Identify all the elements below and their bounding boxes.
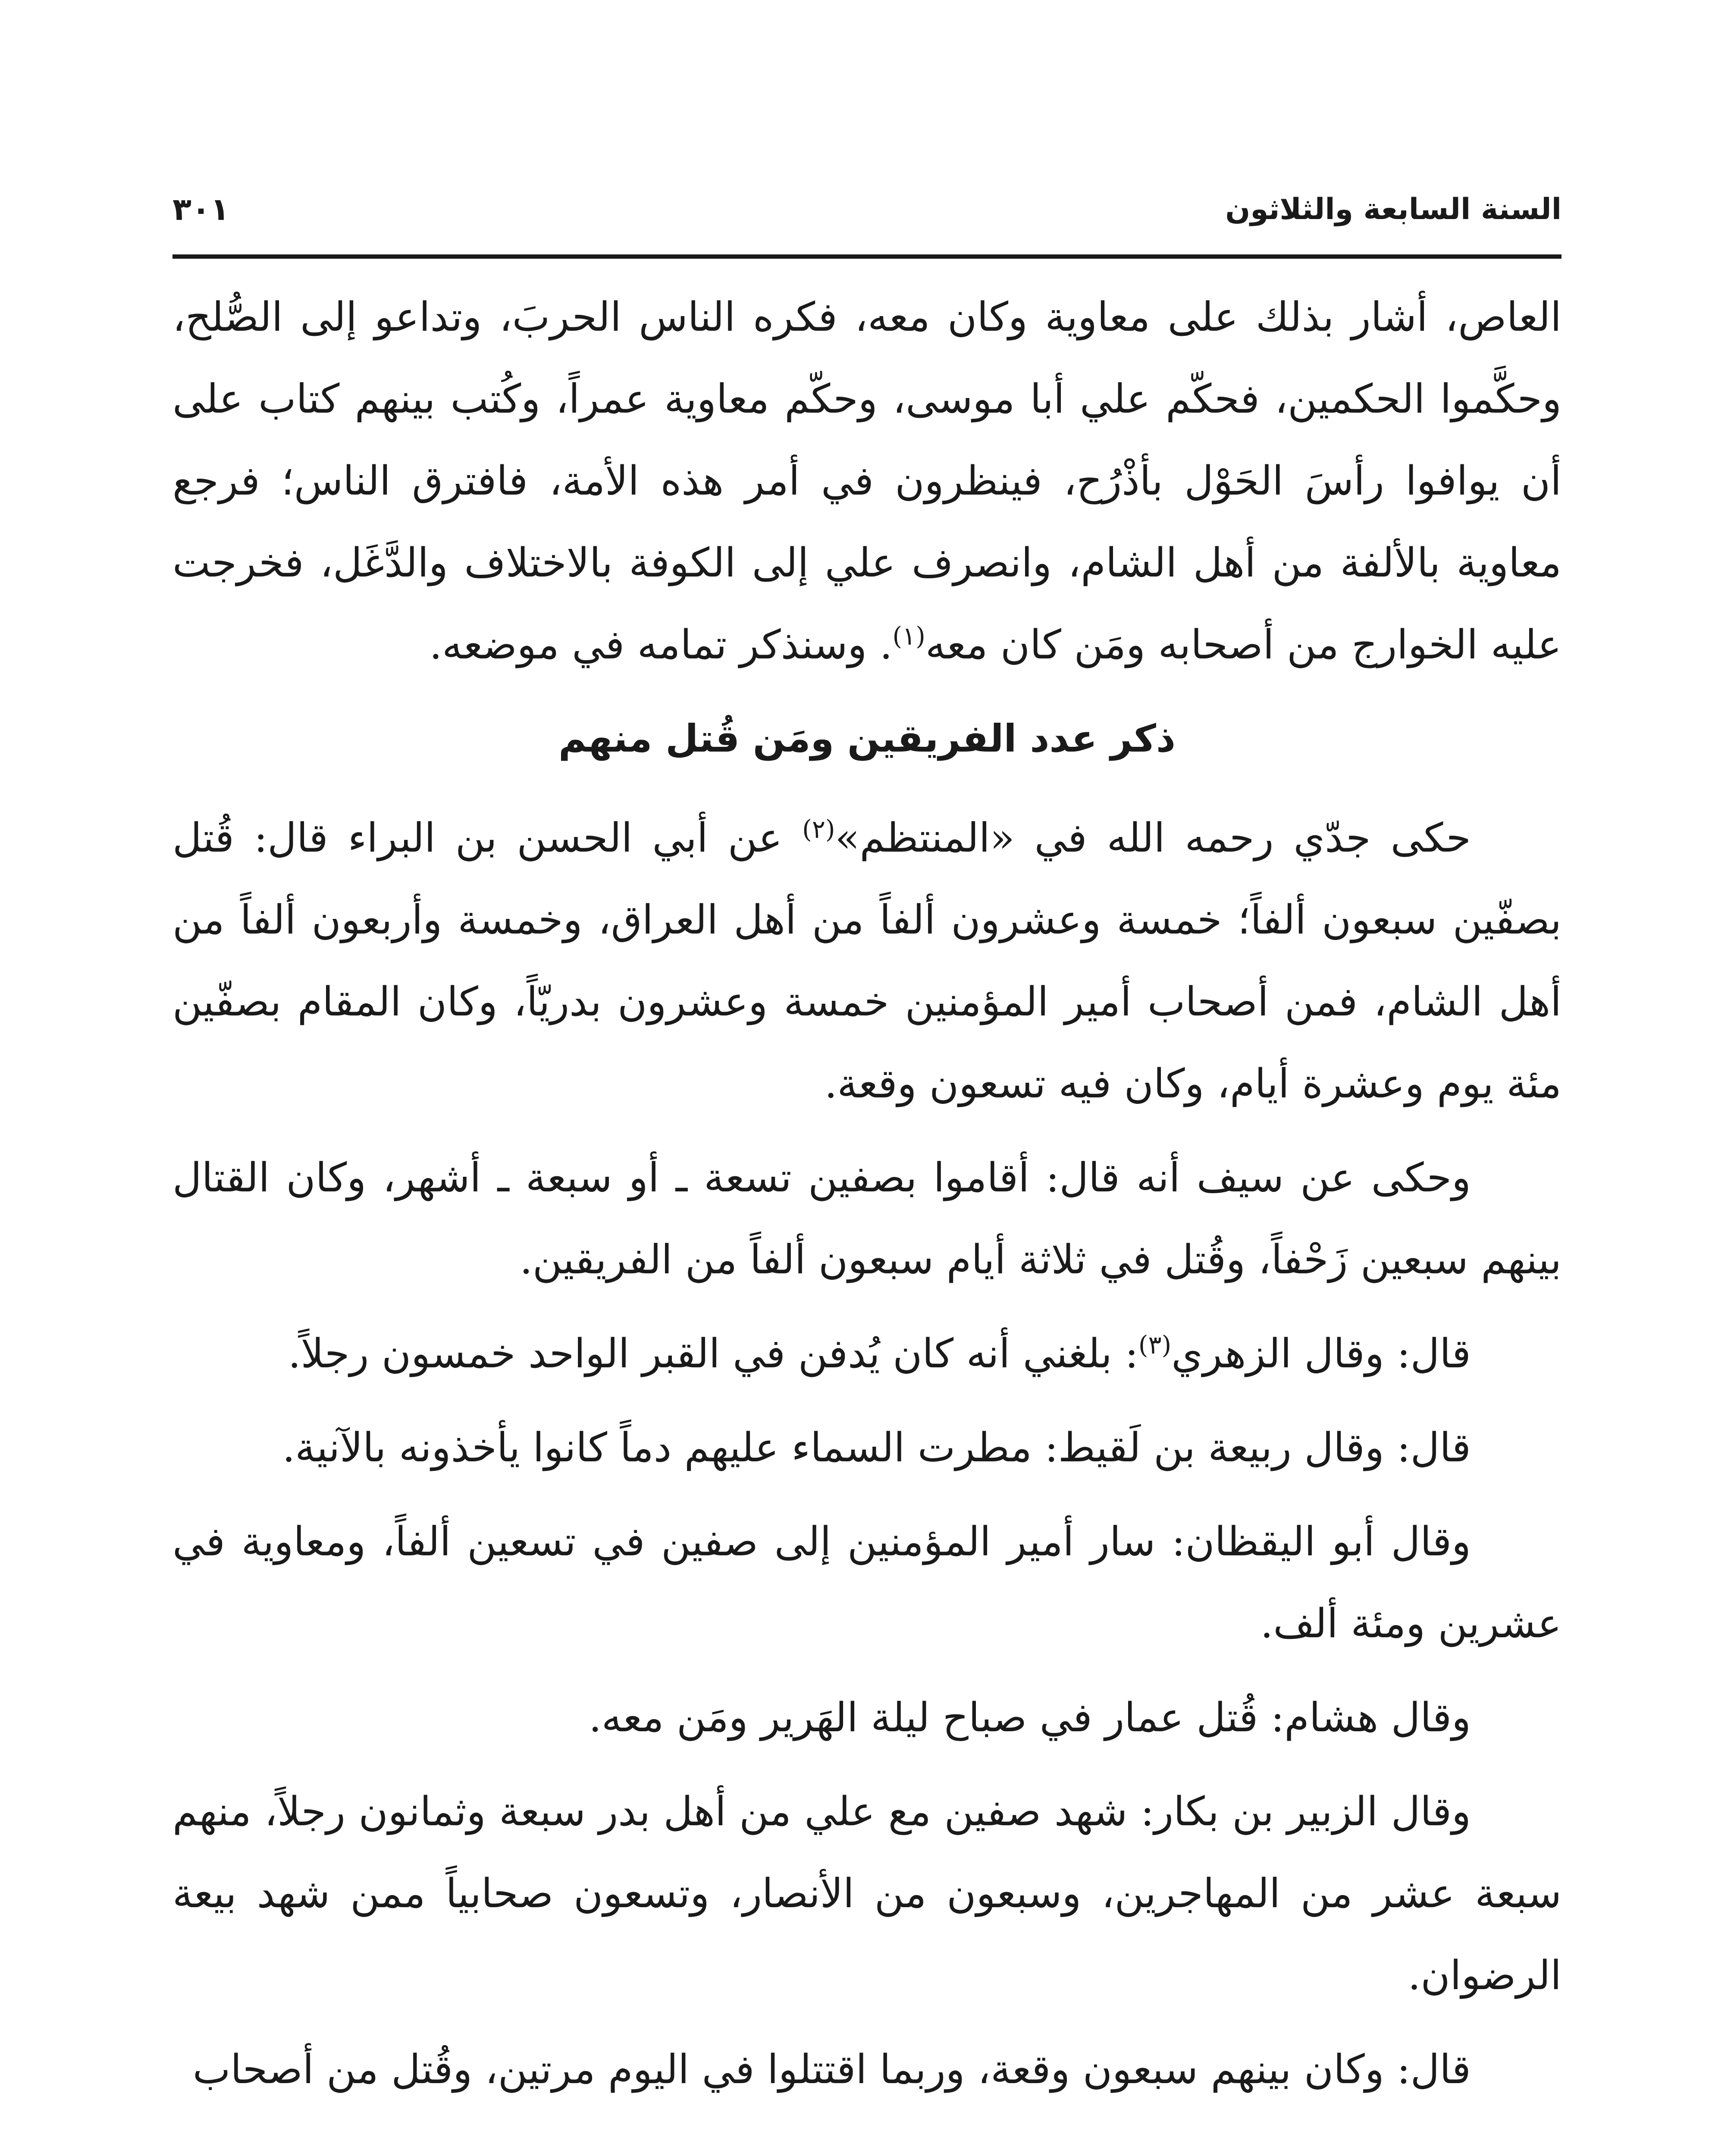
paragraph-4 [172,1313,1562,1395]
paragraph-1-tail: . وسنذكر تمامه في موضعه. [429,621,893,668]
main-text [172,276,1562,2122]
paragraph-4-before: قال: وقال الزهري [1171,1330,1471,1377]
footnote-ref-1[interactable]: (١) [892,621,925,651]
paragraph-2-before: حكى جدّي رحمه الله في «المنتظم» [835,815,1471,861]
paragraph-5: قال: وقال ربيعة بن لَقيط: مطرت السماء عليهم دماً كانوا يأخذونه بالآنية. [282,1424,1471,1471]
paragraph-6: وقال أبو اليقظان: سار أمير المؤمنين إلى صفين في تسعين ألفاً، ومعاوية في عشرين ومئة ألف. [172,1518,1562,1647]
paragraph-9: قال: وكان بينهم سبعون وقعة، وربما اقتتلوا في اليوم مرتين، وقُتل من أصحاب [192,2046,1471,2093]
section-heading: ذكر عدد الفريقين ومَن قُتل منهم [558,716,1176,761]
footnote-ref-3[interactable]: (٣) [1138,1330,1172,1360]
paragraph-2-after: عن أبي الحسن بن البراء قال: قُتل بصفّين سبعون ألفاً؛ خمسة وعشرون ألفاً من أهل العراق، وخمسة وأربعون ألفاً من أهل الشام، فمن أصحاب أمير المؤمنين خمسة وعشرون بدريّاً، وكان المقام بصفّين مئة يوم وعشرة أيام، وكان فيه تسعون وقعة. [172,815,1562,1107]
paragraph-7: وقال هشام: قُتل عمار في صباح ليلة الهَرير ومَن معه. [589,1694,1471,1741]
paragraph-3: وحكى عن سيف أنه قال: أقاموا بصفين تسعة ـ أو سبعة ـ أشهر، وكان القتال بينهم سبعين زَحْفاً، وقُتل في ثلاثة أيام سبعون ألفاً من الفريقين. [172,1154,1562,1283]
running-title: السنة السابعة والثلاثون [1225,192,1562,226]
paragraph-2 [172,797,1562,1125]
paragraph-1-text: العاص، أشار بذلك على معاوية وكان معه، فكره الناس الحربَ، وتداعو إلى الصُّلح، وحكَّموا الحكمين، فحكّم علي أبا موسى، وحكّم معاوية عمراً، وكُتب بينهم كتاب على أن يوافوا رأسَ الحَوْل بأذْرُح، فينظرون في أمر هذه الأمة، فافترق الناس؛ فرجع معاوية بالألفة من أهل الشام، وانصرف علي إلى الكوفة بالاختلاف والدَّغَل، فخرجت عليه الخوارج من أصحابه ومَن كان معه [172,294,1562,668]
paragraph-8: وقال الزبير بن بكار: شهد صفين مع علي من أهل بدر سبعة وثمانون رجلاً، منهم سبعة عشر من المهاجرين، وسبعون من الأنصار، وتسعون صحابياً ممن شهد بيعة الرضوان. [172,1788,1562,1999]
footnote-ref-2[interactable]: (٢) [802,815,835,844]
paragraph-1 [172,276,1562,686]
header-rule [172,254,1562,259]
paragraph-4-after: : بلغني أنه كان يُدفن في القبر الواحد خمسون رجلاً. [288,1330,1138,1377]
running-header [172,181,1562,237]
page-number: ٣٠١ [172,191,229,227]
